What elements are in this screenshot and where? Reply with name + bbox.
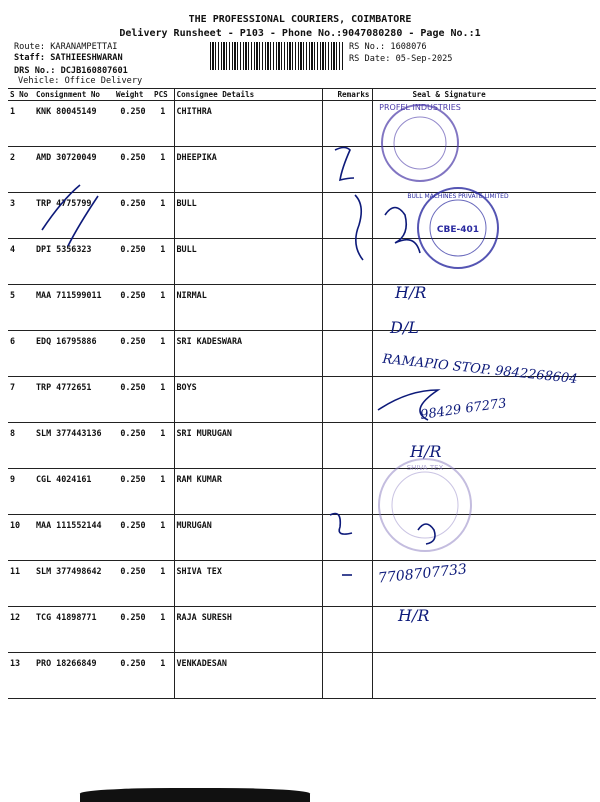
cell-consignment: PRO 18266849 xyxy=(34,653,114,699)
cell-consignee: BULL xyxy=(174,193,322,239)
drs-label: DRS No.: DCJB160807601 xyxy=(14,66,128,76)
cell-sno: 2 xyxy=(8,147,34,193)
stamp-bull-code: CBE-401 xyxy=(436,225,480,235)
cell-consignment: MAA 111552144 xyxy=(34,515,114,561)
cell-sno: 3 xyxy=(8,193,34,239)
cell-sno: 1 xyxy=(8,101,34,147)
runsheet-title: Delivery Runsheet - P103 - Phone No.:9047080280 - Page No.:1 xyxy=(119,28,481,39)
cell-sno: 13 xyxy=(8,653,34,699)
cell-pcs: 1 xyxy=(152,331,174,377)
col-header-consignee: Consignee Details xyxy=(174,89,322,101)
cell-consignment: KNK 80045149 xyxy=(34,101,114,147)
cell-pcs: 1 xyxy=(152,423,174,469)
col-header-sno: S No xyxy=(8,89,34,101)
cell-pcs: 1 xyxy=(152,469,174,515)
cell-consignee: RAJA SURESH xyxy=(174,607,322,653)
cell-consignment: TRP 4775799 xyxy=(34,193,114,239)
cell-sno: 4 xyxy=(8,239,34,285)
cell-consignment: AMD 30720049 xyxy=(34,147,114,193)
cell-consignee: SRI KADESWARA xyxy=(174,331,322,377)
cell-weight: 0.250 xyxy=(114,377,152,423)
cell-sno: 5 xyxy=(8,285,34,331)
stamp-profel-text: PROFEL INDUSTRIES xyxy=(379,103,461,112)
cell-pcs: 1 xyxy=(152,607,174,653)
cell-weight: 0.250 xyxy=(114,285,152,331)
cell-sno: 10 xyxy=(8,515,34,561)
cell-weight: 0.250 xyxy=(114,515,152,561)
cell-weight: 0.250 xyxy=(114,331,152,377)
cell-consignee: BULL xyxy=(174,239,322,285)
cell-consignee: MURUGAN xyxy=(174,515,322,561)
cell-sno: 11 xyxy=(8,561,34,607)
cell-sno: 8 xyxy=(8,423,34,469)
col-header-seal: Seal & Signature xyxy=(372,89,596,101)
col-header-consignment: Consignment No xyxy=(34,89,114,101)
cell-pcs: 1 xyxy=(152,653,174,699)
cell-consignee: RAM KUMAR xyxy=(174,469,322,515)
cell-sno: 6 xyxy=(8,331,34,377)
cell-consignment: MAA 711599011 xyxy=(34,285,114,331)
staff-label: Staff: SATHIEESHWARAN xyxy=(14,53,123,63)
col-header-weight: Weight xyxy=(114,89,152,101)
cell-pcs: 1 xyxy=(152,147,174,193)
cell-sno: 7 xyxy=(8,377,34,423)
stamp-profel xyxy=(379,103,461,181)
handwriting-row5: H/R xyxy=(395,283,427,302)
cell-weight: 0.250 xyxy=(114,147,152,193)
cell-weight: 0.250 xyxy=(114,561,152,607)
col-header-remarks: Remarks xyxy=(322,89,372,101)
cell-consignee: SRI MURUGAN xyxy=(174,423,322,469)
company-title: THE PROFESSIONAL COURIERS, COIMBATORE xyxy=(188,14,412,25)
cell-consignment: EDQ 16795886 xyxy=(34,331,114,377)
cell-weight: 0.250 xyxy=(114,653,152,699)
cell-pcs: 1 xyxy=(152,285,174,331)
cell-weight: 0.250 xyxy=(114,193,152,239)
route-label: Route: KARANAMPETTAI xyxy=(14,42,118,52)
cell-pcs: 1 xyxy=(152,239,174,285)
cell-consignee: SHIVA TEX xyxy=(174,561,322,607)
cell-weight: 0.250 xyxy=(114,239,152,285)
vehicle-label: Vehicle: Office Delivery xyxy=(18,76,143,86)
stamp-bull-text: BULL MACHINES PRIVATE LIMITED xyxy=(407,193,509,200)
cell-pcs: 1 xyxy=(152,101,174,147)
handwriting-row13: H/R xyxy=(398,606,430,625)
cell-weight: 0.250 xyxy=(114,423,152,469)
cell-consignee: DHEEPIKA xyxy=(174,147,322,193)
handwriting-row6: D/L xyxy=(390,318,419,337)
cell-weight: 0.250 xyxy=(114,101,152,147)
stamp-bull xyxy=(407,188,509,268)
handwriting-row12: 7708707733 xyxy=(377,561,468,587)
stamp-shiva-text: SHIVA TEX xyxy=(406,464,444,472)
cell-consignee: BOYS xyxy=(174,377,322,423)
cell-consignment: CGL 4024161 xyxy=(34,469,114,515)
cell-consignment: DPI 5356323 xyxy=(34,239,114,285)
cell-consignment: SLM 377498642 xyxy=(34,561,114,607)
handwriting-row9: H/R xyxy=(410,442,442,461)
cell-weight: 0.250 xyxy=(114,469,152,515)
cell-pcs: 1 xyxy=(152,193,174,239)
cell-consignment: TCG 41898771 xyxy=(34,607,114,653)
cell-consignee: CHITHRA xyxy=(174,101,322,147)
cell-weight: 0.250 xyxy=(114,607,152,653)
col-header-pcs: PCS xyxy=(152,89,174,101)
cell-sno: 12 xyxy=(8,607,34,653)
handwriting-row7: RAMAPIO STOP. 9842268604 xyxy=(381,351,579,388)
stamp-shiva xyxy=(379,459,471,551)
cell-sno: 9 xyxy=(8,469,34,515)
cell-consignee: NIRMAL xyxy=(174,285,322,331)
cell-pcs: 1 xyxy=(152,515,174,561)
cell-pcs: 1 xyxy=(152,377,174,423)
cell-pcs: 1 xyxy=(152,561,174,607)
handwriting-row8: 98429 67273 xyxy=(419,396,508,423)
cell-consignment: TRP 4772651 xyxy=(34,377,114,423)
rs-date: RS Date: 05-Sep-2025 xyxy=(349,54,453,64)
rs-number: RS No.: 1608076 xyxy=(349,42,427,52)
cell-consignee: VENKADESAN xyxy=(174,653,322,699)
cell-consignment: SLM 377443136 xyxy=(34,423,114,469)
